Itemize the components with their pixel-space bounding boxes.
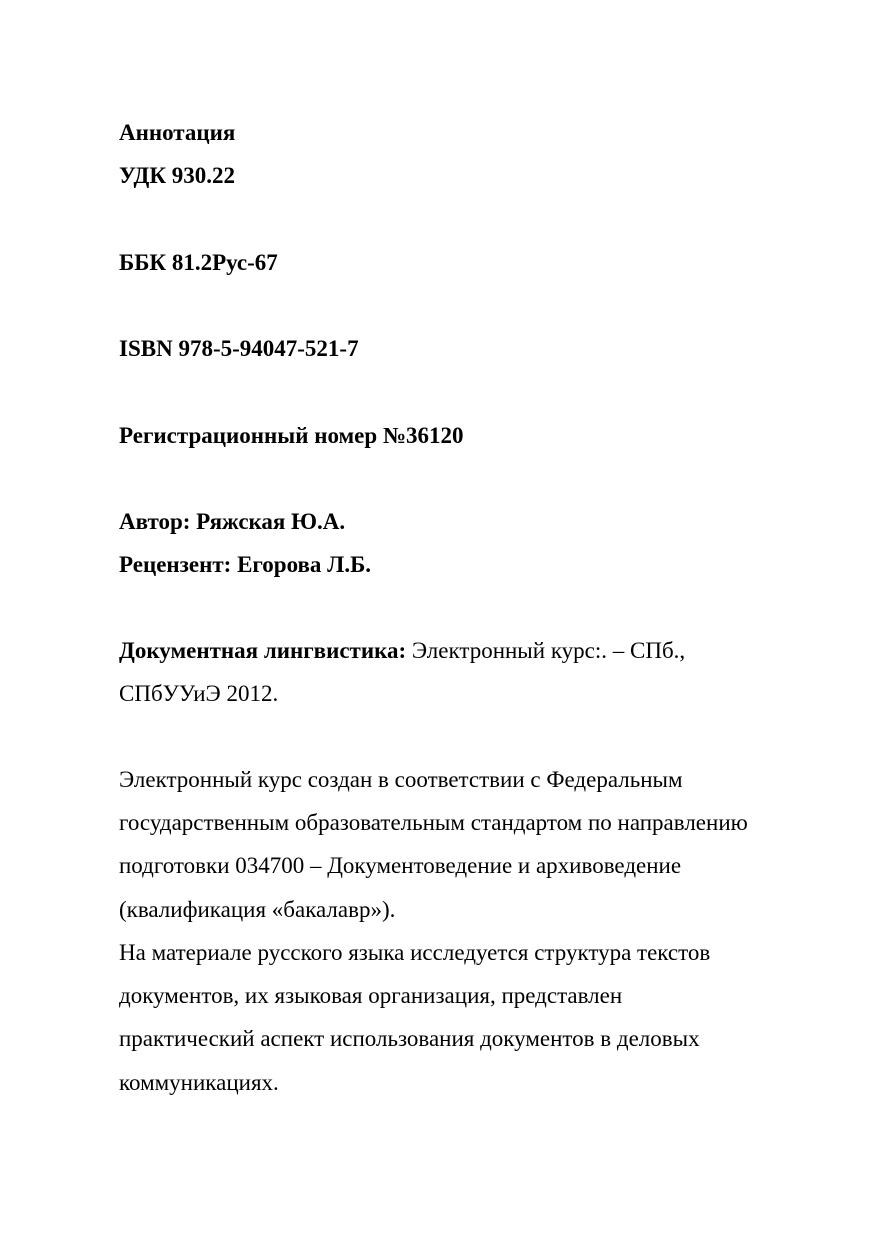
body-line: подготовки 034700 – Документоведение и архивоведение	[119, 853, 682, 878]
citation-line-2: СПбУУиЭ 2012.	[119, 681, 279, 706]
registration-number: Регистрационный номер №36120	[119, 423, 464, 448]
citation-details: Электронный курс:. – СПб.,	[406, 638, 686, 663]
reviewer-line: Рецензент: Егорова Л.Б.	[119, 552, 372, 577]
udk-code: УДК 930.22	[119, 163, 236, 188]
body-line: На материале русского языка исследуется структура текстов	[119, 940, 711, 965]
bbk-code: ББК 81.2Рус-67	[119, 250, 278, 275]
body-line: государственным образовательным стандартом по направлению	[119, 810, 748, 835]
citation-title: Документная лингвистика:	[119, 638, 407, 663]
author-line: Автор: Ряжская Ю.А.	[119, 509, 346, 534]
isbn-number: ISBN 978-5-94047-521-7	[119, 336, 359, 361]
citation-line-1	[119, 638, 685, 664]
body-line: документов, их языковая организация, представлен	[119, 983, 623, 1008]
body-line: практический аспект использования документов в деловых	[119, 1026, 700, 1051]
body-line: (квалификация «бакалавр»).	[119, 897, 396, 922]
body-line: Электронный курс создан в соответствии с Федеральным	[119, 767, 683, 792]
body-line: коммуникациях.	[119, 1070, 279, 1095]
annotation-heading: Аннотация	[119, 120, 236, 145]
